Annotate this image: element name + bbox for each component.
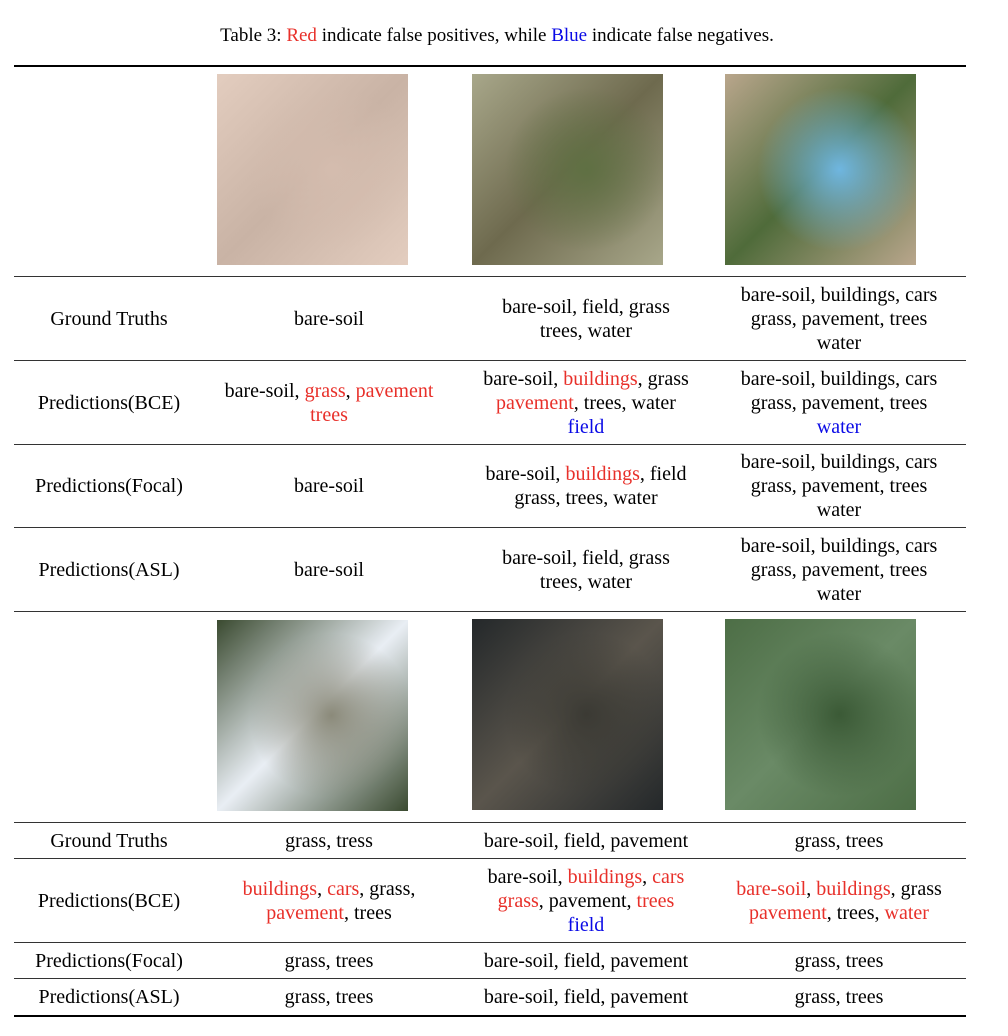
cell [204, 445, 454, 527]
cell [458, 528, 714, 611]
row-label-ground-truths: Ground Truths [50, 307, 168, 330]
cell-line [741, 498, 938, 522]
cell-line [243, 901, 416, 925]
cell-line [483, 391, 689, 415]
cell-text [795, 949, 884, 973]
cell-line [484, 949, 688, 973]
cell-line [484, 985, 688, 1009]
cell-text [294, 558, 364, 582]
label-text: grass, pavement, trees [750, 475, 928, 497]
cell-line [488, 889, 685, 913]
cell-line [741, 534, 938, 558]
cell [204, 943, 454, 978]
label-text: , grass [890, 877, 942, 900]
cell [458, 445, 714, 527]
table-top-rule [14, 65, 966, 67]
cell-text [285, 985, 374, 1009]
label-text: , grass, [359, 877, 416, 900]
label-text: bare-soil, field, pavement [483, 829, 689, 852]
label-text: bare-soil, field, pavement [483, 949, 689, 972]
cell-text [502, 546, 670, 594]
cell-line [502, 570, 670, 594]
cell-text [741, 283, 938, 355]
label-text: water [816, 331, 862, 354]
cell-line [741, 283, 938, 307]
cell-line [795, 829, 884, 853]
cell-text [243, 877, 416, 925]
label-text: bare-soil [294, 558, 364, 581]
false-positive-label: buildings [242, 877, 318, 900]
dark-farm-fields-image [472, 619, 663, 810]
false-negative-label: field [567, 913, 605, 936]
cell [712, 943, 966, 978]
false-positive-label: water [884, 901, 929, 924]
label-text: trees, water [539, 570, 633, 593]
cell-line [485, 486, 686, 510]
cell [204, 859, 454, 942]
cell [204, 823, 454, 858]
false-positive-label: buildings [816, 877, 891, 900]
label-text: bare-soil, buildings, cars [740, 283, 938, 306]
cell-line [294, 474, 364, 498]
cell-line [502, 295, 670, 319]
label-text: bare-soil, buildings, cars [740, 367, 938, 390]
cell-text [502, 295, 670, 343]
cell-text [736, 877, 942, 925]
cell-line [741, 474, 938, 498]
resort-pool-buildings-image [725, 74, 916, 265]
false-positive-label: pavement [749, 901, 827, 924]
label-text: , grass [637, 367, 689, 390]
cell [204, 528, 454, 611]
label-text: bare-soil, field, grass [502, 295, 670, 318]
label-text: bare-soil, field, pavement [483, 986, 689, 1008]
cell-text [484, 949, 688, 973]
divider [14, 611, 966, 612]
label-text: , trees, [826, 901, 885, 924]
cell-line [741, 331, 938, 355]
cell-text [741, 367, 938, 439]
cell-text [795, 829, 884, 853]
label-text: grass, tress [285, 829, 373, 852]
cell-text [285, 829, 373, 853]
label-text: bare-soil, buildings, cars [740, 451, 938, 473]
cell-line [741, 582, 938, 606]
label-text: , pavement, [538, 889, 637, 912]
label-text: water [816, 499, 862, 521]
cell-line [741, 558, 938, 582]
cell-text [484, 829, 688, 853]
table-bottom-rule [14, 1015, 966, 1017]
cell [204, 979, 454, 1015]
false-positive-label: buildings [563, 367, 638, 390]
false-positive-label: grass [304, 379, 346, 402]
label-text: bare-soil, [224, 379, 305, 402]
label-text: trees, water [539, 319, 633, 342]
snowy-mountain-ridges-image [217, 620, 408, 811]
cell [204, 361, 454, 444]
label-text: , [345, 379, 356, 402]
cell-line [485, 462, 686, 486]
label-text: , trees, water [573, 391, 676, 414]
cell-line [483, 415, 689, 439]
row-label-pred-bce: Predictions(BCE) [37, 391, 181, 414]
label-text: , [642, 865, 653, 888]
cell [458, 859, 714, 942]
false-positive-label: trees [636, 889, 675, 912]
false-positive-label: trees [310, 403, 348, 426]
false-positive-label: pavement [496, 391, 574, 414]
caption-suffix: indicate false negatives. [587, 25, 774, 46]
cell-line [225, 379, 434, 403]
caption-blue-word: Blue [551, 25, 588, 46]
label-text: bare-soil, [483, 367, 564, 390]
cell-text [488, 865, 685, 937]
label-text: grass, trees, water [514, 487, 658, 509]
cell [458, 277, 714, 360]
bare-soil-desert-tracks-image [217, 74, 408, 265]
cell [458, 823, 714, 858]
label-text: grass, trees [284, 986, 374, 1008]
false-negative-label: field [567, 415, 605, 438]
label-text: grass, trees [794, 986, 884, 1008]
label-text: bare-soil [294, 475, 364, 497]
cell-line [285, 949, 374, 973]
label-text: , trees [343, 901, 392, 924]
caption-middle: indicate false positives, while [316, 25, 552, 46]
false-positive-label: pavement [355, 379, 434, 402]
cell-line [225, 403, 434, 427]
cell-text [294, 474, 364, 498]
cell-line [502, 319, 670, 343]
cell-line [484, 829, 688, 853]
cell [712, 859, 966, 942]
cell-text [485, 462, 686, 510]
label-text: grass, trees [794, 829, 884, 852]
cell-text [741, 450, 938, 522]
cell-line [488, 913, 685, 937]
cell-line [483, 367, 689, 391]
label-text: bare-soil, [485, 463, 566, 485]
row-label-pred-bce: Predictions(BCE) [37, 889, 181, 912]
false-positive-label: grass [497, 889, 539, 912]
cell-line [741, 415, 938, 439]
label-text: grass, pavement, trees [750, 558, 928, 581]
false-positive-label: pavement [266, 901, 344, 924]
false-negative-label: water [816, 415, 862, 438]
cell-line [741, 367, 938, 391]
cell-text [285, 949, 374, 973]
row-label-pred-focal: Predictions(Focal) [35, 949, 183, 972]
false-positive-label: cars [327, 877, 360, 900]
cell-line [736, 901, 942, 925]
cell [204, 277, 454, 360]
label-text: bare-soil, field, grass [502, 546, 670, 569]
cell-line [285, 829, 373, 853]
caption-prefix: Table 3: [220, 25, 287, 46]
cell [712, 823, 966, 858]
cell-line [736, 877, 942, 901]
cell-line [294, 307, 364, 331]
row-label-pred-focal: Predictions(Focal) [35, 475, 183, 497]
row-label-pred-asl: Predictions(ASL) [38, 986, 180, 1008]
label-text: grass, trees [284, 949, 374, 972]
cell [458, 361, 714, 444]
false-positive-label: cars [652, 865, 685, 888]
cell-text [294, 307, 364, 331]
false-positive-label: bare-soil [736, 877, 807, 900]
cell [458, 943, 714, 978]
row-label-pred-asl: Predictions(ASL) [38, 558, 180, 581]
label-text: , field [639, 463, 687, 485]
cell [712, 979, 966, 1015]
cell [458, 979, 714, 1015]
cell-line [795, 949, 884, 973]
label-text: bare-soil, buildings, cars [740, 534, 938, 557]
river-bend-field-image [472, 74, 663, 265]
cell-text [741, 534, 938, 606]
cell-line [502, 546, 670, 570]
label-text: , [317, 877, 328, 900]
cell-text [484, 985, 688, 1009]
cell-text [795, 985, 884, 1009]
cell-line [488, 865, 685, 889]
cell-text [225, 379, 434, 427]
cell-line [741, 450, 938, 474]
cell-line [741, 391, 938, 415]
cell-line [741, 307, 938, 331]
cell-line [243, 877, 416, 901]
label-text: grass, pavement, trees [750, 391, 928, 414]
label-text: bare-soil [294, 307, 364, 330]
cell [712, 445, 966, 527]
label-text: grass, pavement, trees [750, 307, 928, 330]
label-text: bare-soil, [487, 865, 568, 888]
cell-text [483, 367, 689, 439]
cell-line [795, 985, 884, 1009]
cell-line [294, 558, 364, 582]
cell [712, 528, 966, 611]
green-hills-image [725, 619, 916, 810]
false-positive-label: buildings [567, 865, 643, 888]
cell [712, 277, 966, 360]
false-positive-label: buildings [565, 463, 640, 485]
label-text: grass, trees [794, 949, 884, 972]
row-label-ground-truths: Ground Truths [50, 829, 168, 852]
caption-red-word: Red [286, 25, 317, 46]
label-text: water [816, 582, 862, 605]
cell-line [285, 985, 374, 1009]
label-text: , [806, 877, 817, 900]
cell [712, 361, 966, 444]
table-caption [0, 24, 994, 48]
